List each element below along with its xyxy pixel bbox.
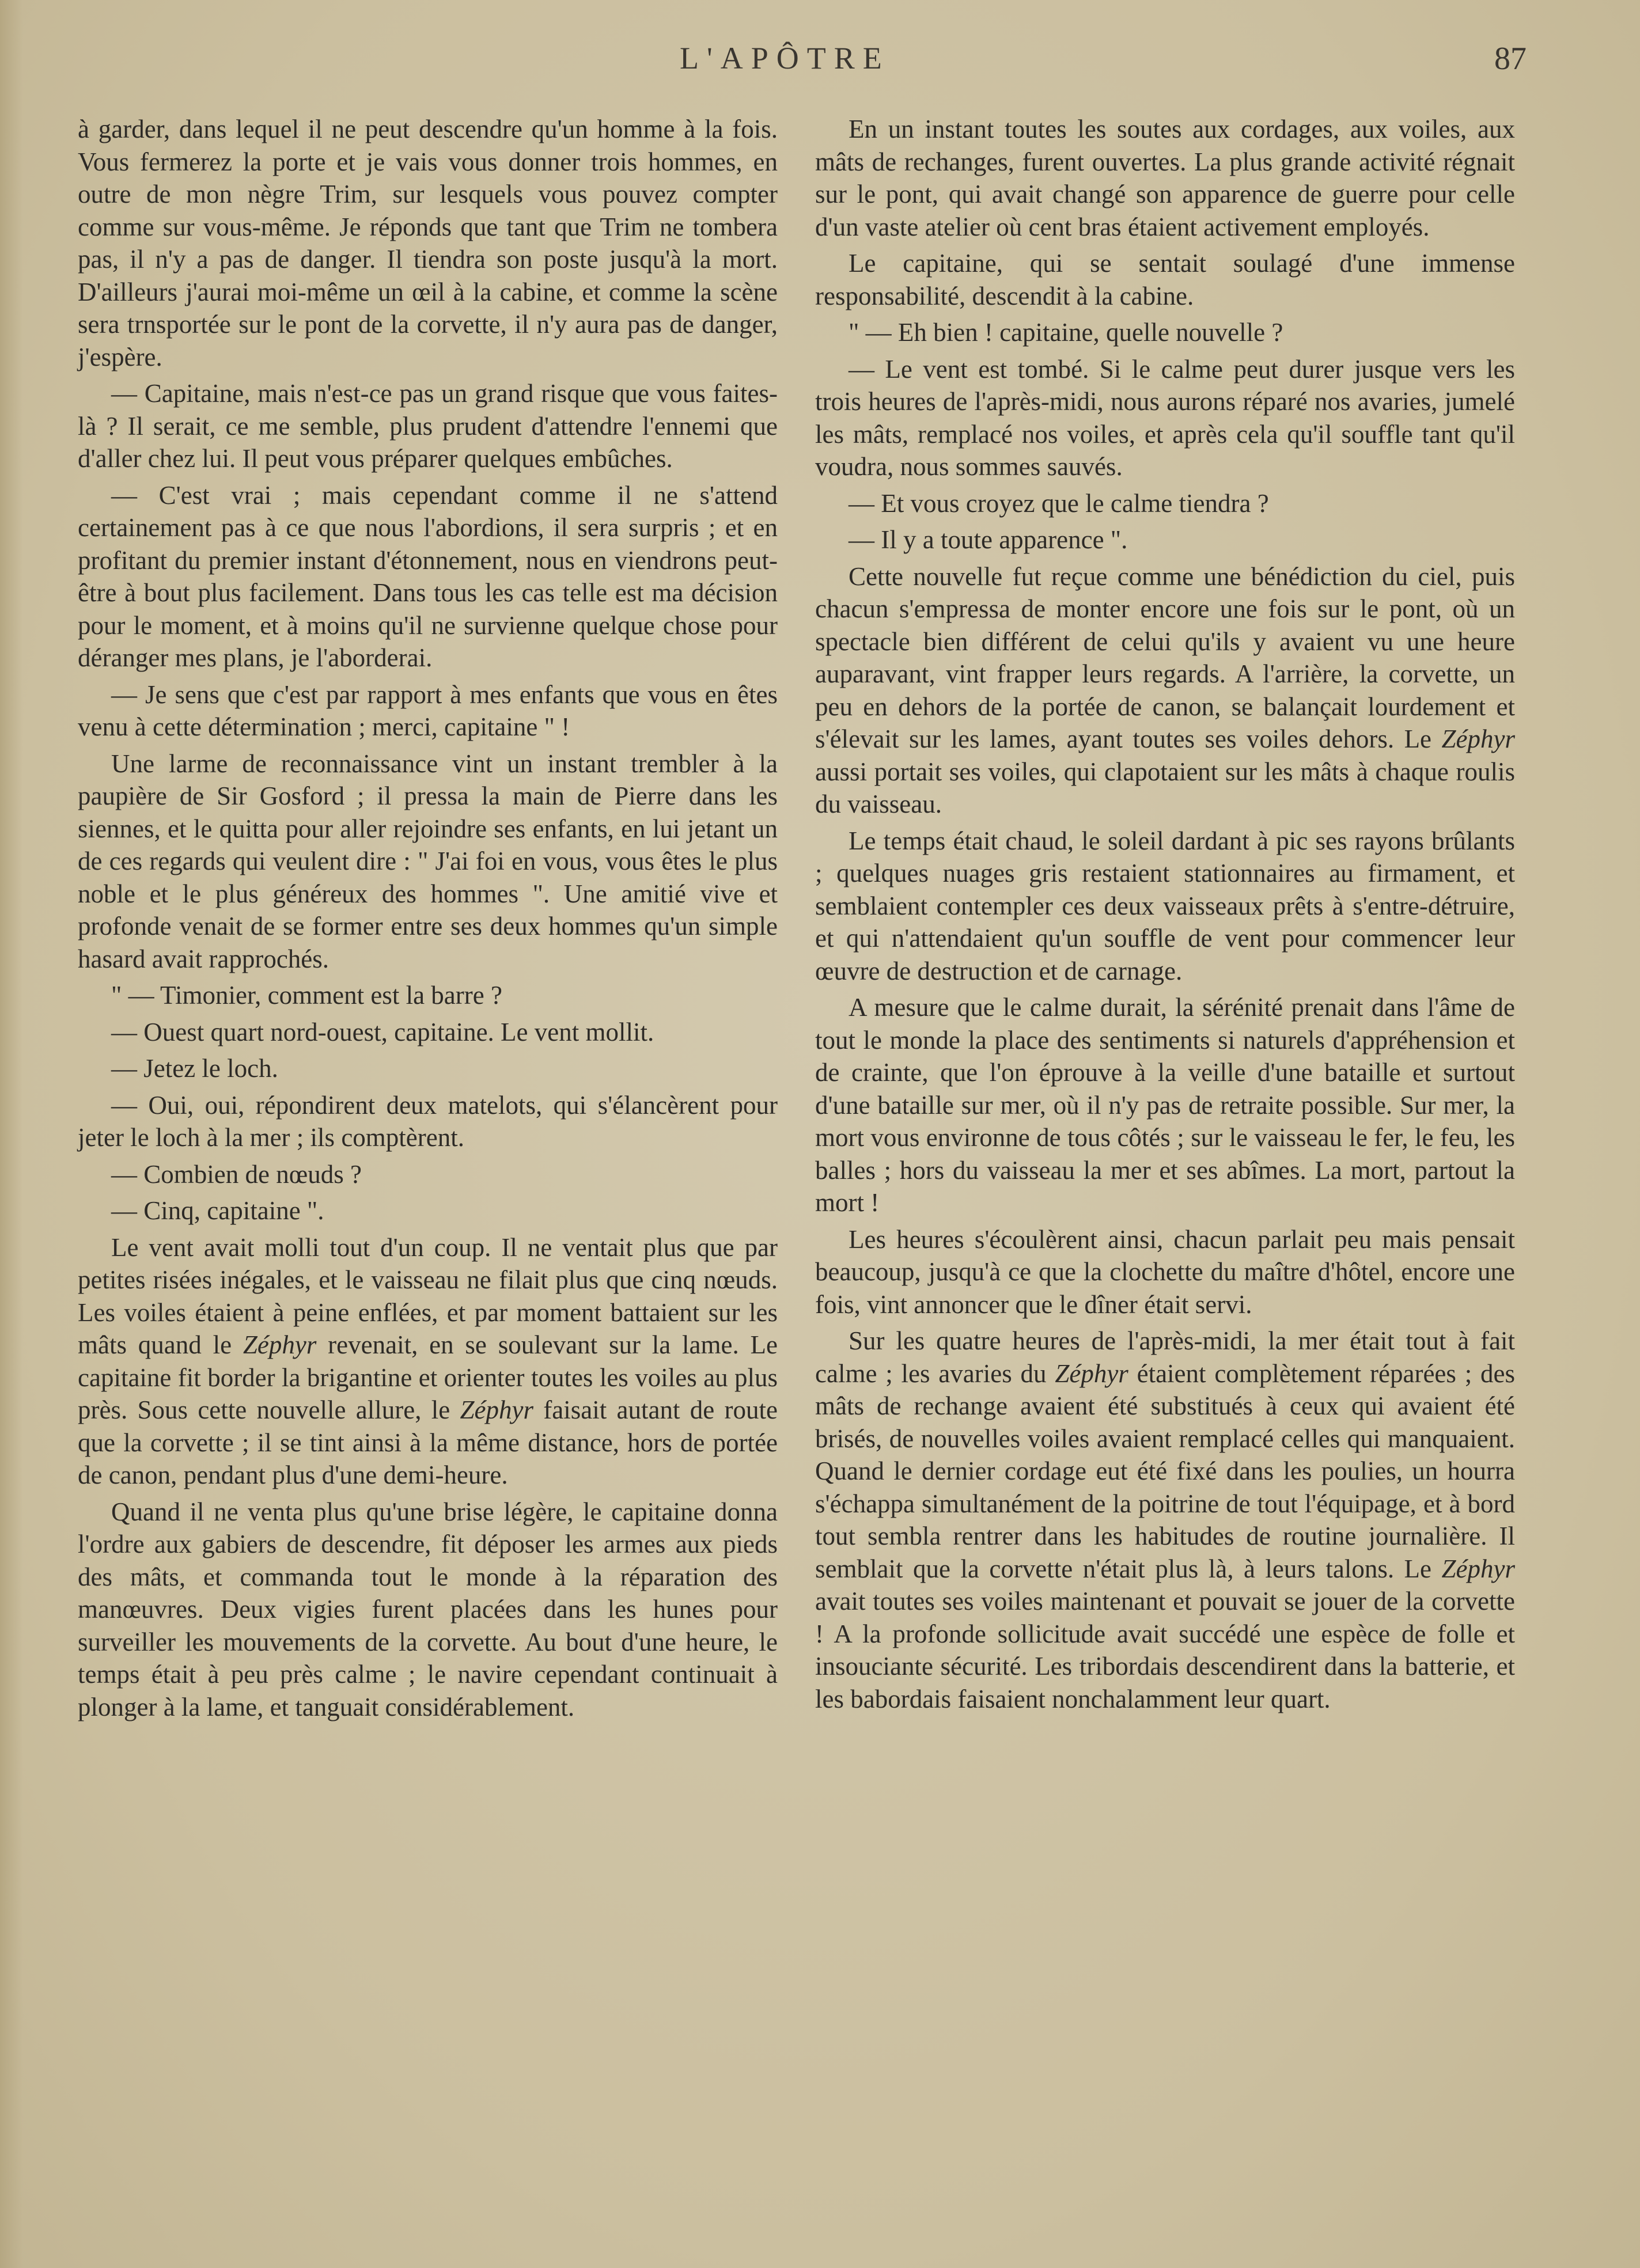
paragraph: Une larme de reconnaissance vint un instant trembler à la paupière de Sir Gosford ; il pressa la main de Pierre dans les siennes, et le quitta pour aller rejoindre ses enfants, en lui jetant un de ces regards qui veulent dire : " J'ai foi en vous, vous êtes le plus noble et le plus généreux des hommes ". Une amitié vive et profonde venait de se former entre ses deux hommes qu'un simple hasard avait rapprochés. — [78, 749, 778, 973]
paragraph: Cette nouvelle fut reçue comme une bénédiction du ciel, puis chacun s'empressa de monter encore une fois sur le pont, où un spectacle bien différent de celui qu'ils y avaient vu une heure auparavant, vint frapper leurs regards. A l'arrière, la corvette, un peu en dehors de la portée de canon, se balançait lourdement et s'élevait sur les lames, ayant toutes ses voiles dehors. Le Zéphyr aussi portait ses voiles, qui clapotaient sur les mâts à chaque roulis du vaisseau. — [815, 562, 1515, 818]
paragraph: " — Timonier, comment est la barre ? — [111, 981, 502, 1010]
paragraph: A mesure que le calme durait, la sérénité prenait dans l'âme de tout le monde la place des sentiments si naturels d'appréhension et de crainte, que l'on éprouve à la veille d'une bataille et surtout d'une bataille sur mer, où il n'y pas de retraite possible. Sur mer, la mort vous environne de tous côtés ; sur le vaisseau le fer, le feu, les balles ; hors du vaisseau la mer et ses abîmes. La mort, partout la mort ! — [815, 993, 1515, 1217]
paragraph: Le temps était chaud, le soleil dardant à pic ses rayons brûlants ; quelques nuages gris restaient stationnaires au firmament, et semblaient contempler ces deux vaisseaux prêts à s'entre-détruire, et qui n'attendaient qu'un souffle de vent pour commencer leur œuvre de destruction et de carnage. — [815, 826, 1515, 985]
paragraph: — Et vous croyez que le calme tiendra ? — [849, 488, 1269, 518]
paragraph: — Oui, oui, répondirent deux matelots, qui s'élancèrent pour jeter le loch à la mer ; ils comptèrent. — [78, 1090, 778, 1152]
paragraph: Les heures s'écoulèrent ainsi, chacun parlait peu mais pensait beaucoup, jusqu'à ce que la clochette du maître d'hôtel, encore une fois, vint annoncer que le dîner était servi. — [815, 1224, 1515, 1319]
paragraph: Le capitaine, qui se sentait soulagé d'une immense responsabilité, descendit à la cabine. — [815, 249, 1515, 310]
paragraph: " — Eh bien ! capitaine, quelle nouvelle ? — [849, 318, 1283, 347]
page-number: 87 — [1494, 41, 1527, 77]
paragraph: — Combien de nœuds ? — [111, 1159, 362, 1189]
paragraph: Le vent avait molli tout d'un coup. Il ne ventait plus que par petites risées inégales, et le vaisseau ne filait plus que cinq nœuds. Les voiles étaient à peine enflées, et par moment battaient sur les mâts quand le Zéphyr revenait, en se soulevant sur la lame. Le capitaine fit border la brigantine et orienter toutes les voiles au plus près. Sous cette nouvelle allure, le Zéphyr faisait autant de route que la corvette ; il se tint ainsi à la même distance, hors de portée de canon, pendant plus d'une demi-heure. — [78, 1232, 778, 1489]
left-column — [78, 113, 778, 1727]
paragraph: — Je sens que c'est par rapport à mes enfants que vous en êtes venu à cette détermination ; merci, capitaine " ! — [78, 680, 778, 741]
paragraph: — Jetez le loch. — [111, 1054, 278, 1083]
paragraph: — Ouest quart nord-ouest, capitaine. Le vent mollit. — [111, 1017, 654, 1046]
paragraph: — Cinq, capitaine ". — [111, 1196, 324, 1225]
page-edge-shadow — [0, 0, 23, 2268]
paragraph: — Capitaine, mais n'est-ce pas un grand risque que vous faites-là ? Il serait, ce me semble, plus prudent d'attendre l'ennemi que d'aller chez lui. Il peut vous préparer quelques embûches. — [78, 379, 778, 473]
paragraph: — Il y a toute apparence ". — [849, 525, 1128, 554]
paragraph: à garder, dans lequel il ne peut descendre qu'un homme à la fois. Vous fermerez la porte et je vais vous donner trois hommes, en outre de mon nègre Trim, sur lesquels vous pouvez compter comme sur vous-même. Je réponds que tant que Trim ne tombera pas, il n'y a pas de danger. Il tiendra son poste jusqu'à la mort. D'ailleurs j'aurai moi-même un œil à la cabine, et comme la scène sera trnsportée sur le pont de la corvette, il n'y aura pas de danger, j'espère. — [78, 115, 778, 371]
paragraph: En un instant toutes les soutes aux cordages, aux voiles, aux mâts de rechanges, furent ouvertes. La plus grande activité régnait sur le pont, qui avait changé son apparence de guerre pour celle d'un vaste atelier où cent bras étaient activement employés. — [815, 115, 1515, 241]
running-head: L'APÔTRE — [680, 41, 890, 75]
right-column — [815, 113, 1515, 1719]
paragraph: Quand il ne venta plus qu'une brise légère, le capitaine donna l'ordre aux gabiers de descendre, fit déposer les armes aux pieds des mâts, et commanda tout le monde à la réparation des manœuvres. Deux vigies furent placées dans les hunes pour surveiller les mouvements de la corvette. Au bout d'une heure, le temps était à peu près calme ; le navire cependant continuait à plonger à la lame, et tanguait considérablement. — [78, 1497, 778, 1721]
paragraph: — C'est vrai ; mais cependant comme il ne s'attend certainement pas à ce que nous l'abordions, il sera surpris ; et en profitant du premier instant d'étonnement, nous en viendrons peut-être à bout plus facilement. Dans tous les cas telle est ma décision pour le moment, et à moins qu'il ne survienne quelque chose pour déranger mes plans, je l'aborderai. — [78, 480, 778, 672]
paragraph: Sur les quatre heures de l'après-midi, la mer était tout à fait calme ; les avaries du Zéphyr étaient complètement réparées ; des mâts de rechange avaient été substitués à ceux qui avaient été brisés, de nouvelles voiles avaient remplacé celles qui manquaient. Quand le dernier cordage eut été fixé dans les poulies, un hourra s'échappa simultanément de la poitrine de tout l'équipage, et à bord tout sembla rentrer dans les habitudes de routine journalière. Il semblait que la corvette n'était plus là, à leurs talons. Le Zéphyr avait toutes ses voiles maintenant et pouvait se jouer de la corvette ! A la profonde sollicitude avait succédé une espèce de folle et insouciante sécurité. Les tribordais descendirent dans la batterie, et les babordais faisaient nonchalamment leur quart. — [815, 1326, 1515, 1713]
paragraph: — Le vent est tombé. Si le calme peut durer jusque vers les trois heures de l'après-midi, nous aurons réparé nos avaries, jumelé les mâts, remplacé nos voiles, et après cela qu'il souffle tant qu'il voudra, nous sommes sauvés. — [815, 354, 1515, 481]
